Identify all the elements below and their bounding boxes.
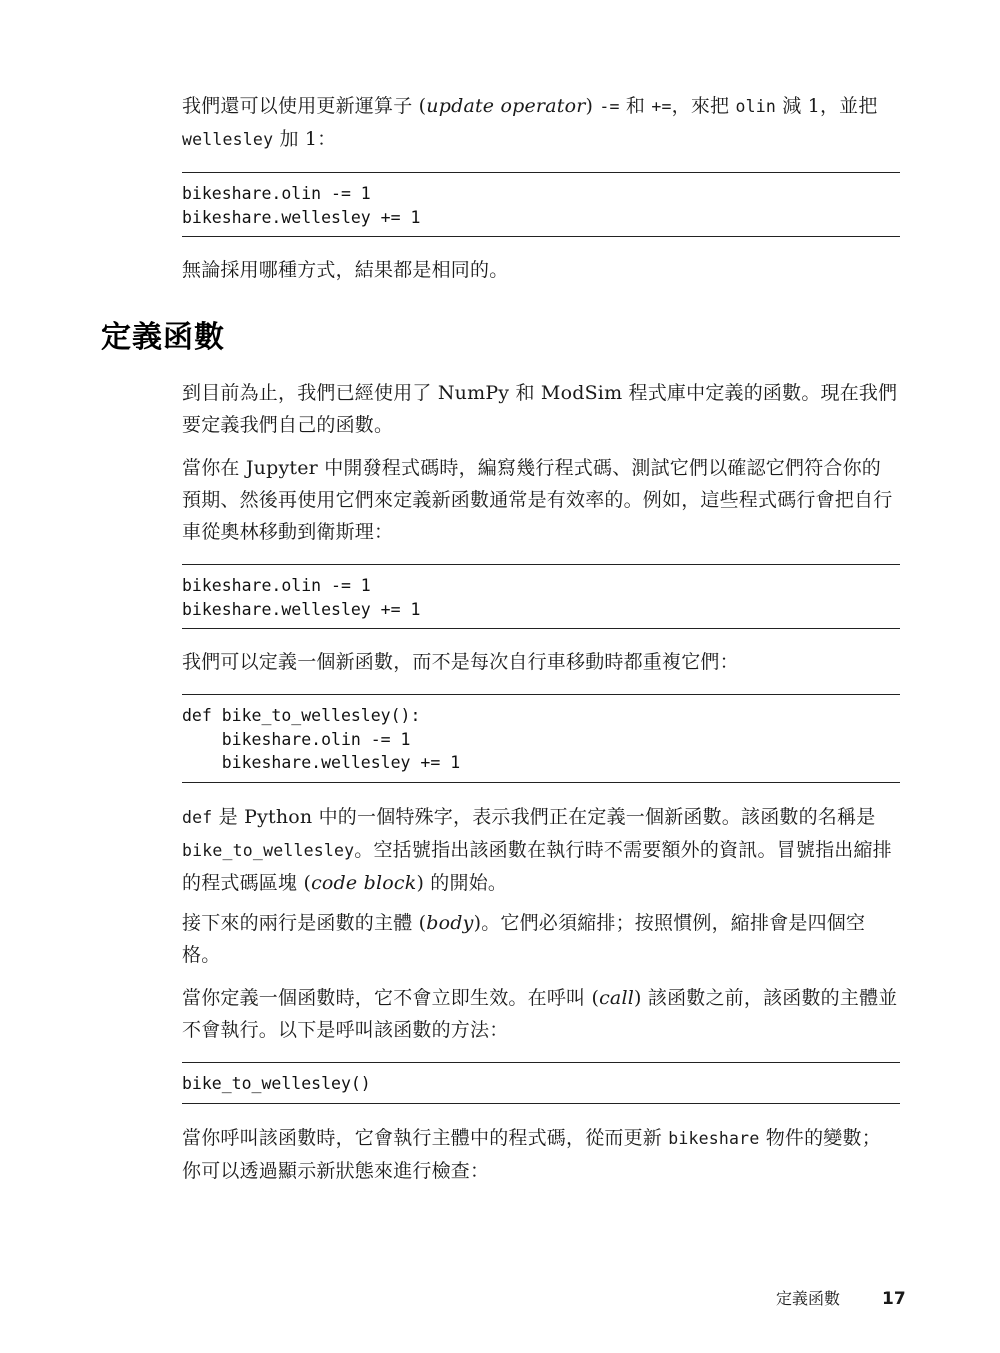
paragraph-jupyter: 當你在 Jupyter 中開發程式碼時，編寫幾行程式碼、測試它們以確認它們符合你的預期、然後再使用它們來定義新函數通常是有效率的。例如，這些程式碼行會把自行車從奧林移動到衛斯理： [182, 457, 893, 543]
term-english: body [426, 912, 474, 934]
paragraph-call [182, 982, 900, 1046]
inline-code: -= [599, 97, 620, 116]
text: 。空括號指出該函數在執行時不需要額外的資訊。冒號指出縮排的 [182, 839, 892, 894]
text: 減 1，並把 [776, 95, 878, 117]
text: ) 該函數之前，該函數的主體並不會執行。以下是呼叫該函數的方法： [182, 987, 898, 1041]
inline-code: olin [735, 97, 777, 116]
text: ) 的開始。 [416, 872, 508, 894]
code-block-4: bike_to_wellesley() [182, 1062, 900, 1104]
term-code-block: 程式碼區塊 [201, 872, 298, 894]
inline-code: bike_to_wellesley [182, 841, 355, 860]
code-block-2: bikeshare.olin -= 1 bikeshare.wellesley += 1 [182, 564, 900, 629]
inline-code: def [182, 808, 213, 827]
inline-code: += [651, 97, 672, 116]
running-footer-title: 定義函數 [776, 1289, 841, 1308]
text: 接下來的兩行是函數的 [182, 912, 375, 934]
term-body: 主體 [374, 912, 413, 934]
text: ) [585, 95, 600, 117]
text: 物件的變數；你可以透過顯示新狀態來進行檢查： [182, 1127, 881, 1182]
text: 和 [619, 95, 652, 117]
text: ( [412, 912, 427, 934]
inline-code: wellesley [182, 130, 274, 149]
paragraph-update-operator [182, 90, 900, 156]
text: 是 Python 中的一個特殊字，表示我們正在定義一個新函數。該函數的名稱是 [212, 806, 876, 828]
paragraph-check-state [182, 1122, 900, 1187]
paragraph-body [182, 907, 900, 971]
paragraph-same-result: 無論採用哪種方式，結果都是相同的。 [182, 259, 509, 281]
term-english: call [599, 987, 635, 1009]
term-call: 呼叫 [546, 987, 586, 1009]
text: 加 1： [273, 128, 337, 150]
text: )。它們必須縮排；按照慣例，縮排會是四個空格。 [182, 912, 866, 966]
text: 當你呼叫該函數時，它會執行主體中的程式碼，從而更新 [182, 1127, 669, 1149]
term-english: update operator [426, 95, 586, 117]
code-block-3: def bike_to_wellesley(): bikeshare.olin -= 1 bikeshare.wellesley += 1 [182, 694, 900, 783]
term-update-operator: 更新運算子 [316, 95, 413, 117]
paragraph-def-explained [182, 801, 900, 899]
text: ( [412, 95, 427, 117]
paragraph-intro-functions: 到目前為止，我們已經使用了 NumPy 和 ModSim 程式庫中定義的函數。現在我們要定義我們自己的函數。 [182, 382, 898, 436]
inline-code: bikeshare [668, 1129, 760, 1148]
text: 我們還可以使用 [182, 95, 317, 117]
text: ( [297, 872, 312, 894]
text: ，來把 [671, 95, 736, 117]
text: ( [585, 987, 600, 1009]
text: 當你定義一個函數時，它不會立即生效。在 [182, 987, 547, 1009]
code-block-1: bikeshare.olin -= 1 bikeshare.wellesley += 1 [182, 172, 900, 237]
term-english: code block [311, 872, 417, 894]
page-number: 17 [882, 1289, 906, 1309]
section-heading: 定義函數 [101, 320, 225, 355]
paragraph-define-new: 我們可以定義一個新函數，而不是每次自行車移動時都重複它們： [182, 651, 739, 673]
